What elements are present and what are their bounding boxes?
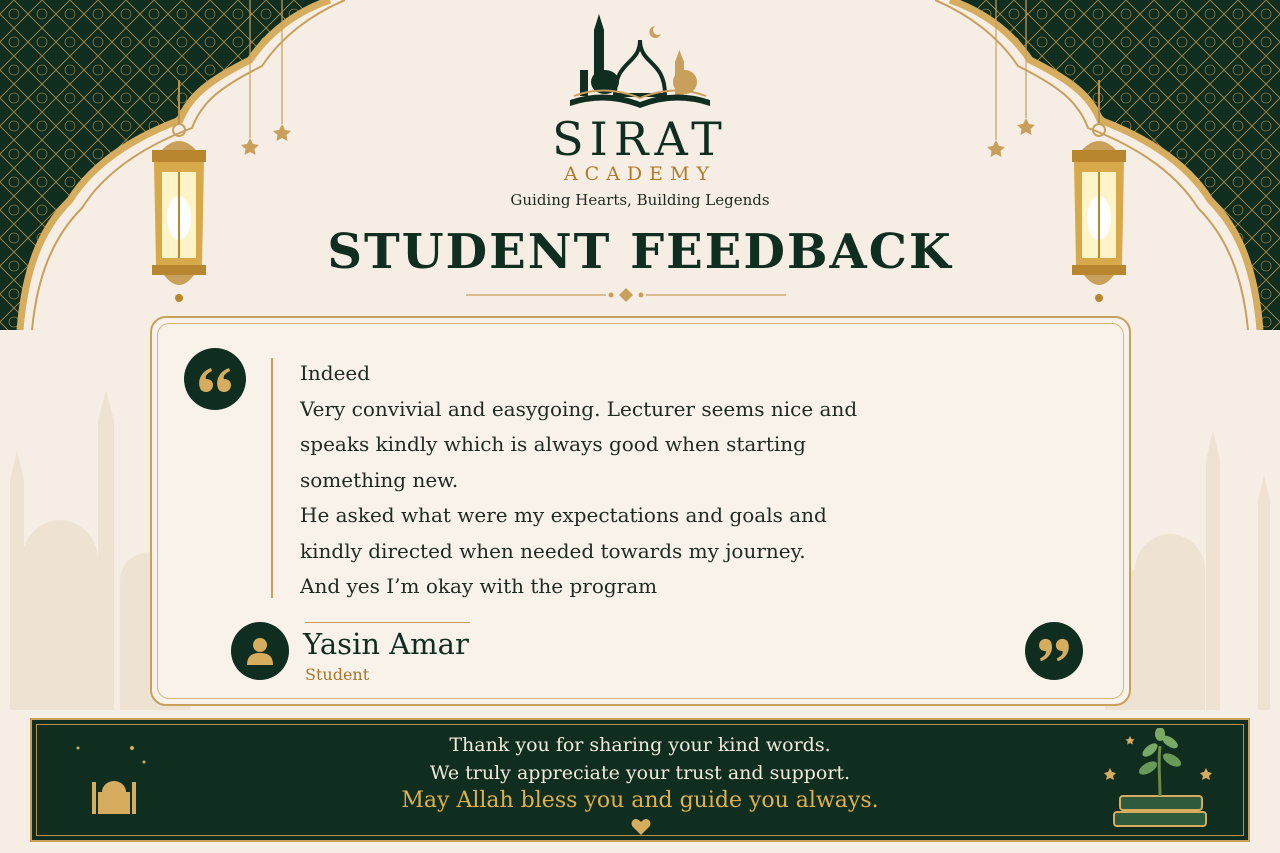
feedback-line: kindly directed when needed towards my journey. <box>300 538 806 563</box>
mosque-book-logo-icon <box>560 10 720 110</box>
banner-line-1: Thank you for sharing your kind words. <box>449 734 831 756</box>
ornamental-divider <box>466 286 786 304</box>
banner-line-2: We truly appreciate your trust and support. <box>429 762 851 784</box>
author-role: Student <box>305 665 370 684</box>
author-name: Yasin Amar <box>303 627 469 661</box>
brand-subtitle: ACADEMY <box>563 163 717 185</box>
feedback-line: Very convivial and easygoing. Lecturer seems nice and <box>300 396 858 421</box>
feedback-line: And yes I’m okay with the program <box>300 574 658 598</box>
author-divider <box>305 622 470 623</box>
feedback-line: speaks kindly which is always good when starting <box>300 432 806 456</box>
feedback-text <box>300 356 1000 605</box>
page-title: STUDENT FEEDBACK <box>327 224 953 280</box>
quote-open-icon <box>184 348 246 410</box>
quote-close-icon <box>1025 622 1083 680</box>
books-plant-icon <box>1100 728 1220 834</box>
banner-line-3: May Allah bless you and guide you always. <box>401 788 879 813</box>
brand-tagline: Guiding Hearts, Building Legends <box>510 191 770 209</box>
quote-vertical-line <box>271 358 273 598</box>
feedback-line: He asked what were my expectations and goals and <box>300 503 827 527</box>
user-icon <box>231 622 289 680</box>
feedback-line: Indeed <box>300 361 371 385</box>
feedback-line: something new. <box>300 467 459 492</box>
heart-icon <box>631 818 651 836</box>
brand-name: SIRAT <box>552 112 728 166</box>
